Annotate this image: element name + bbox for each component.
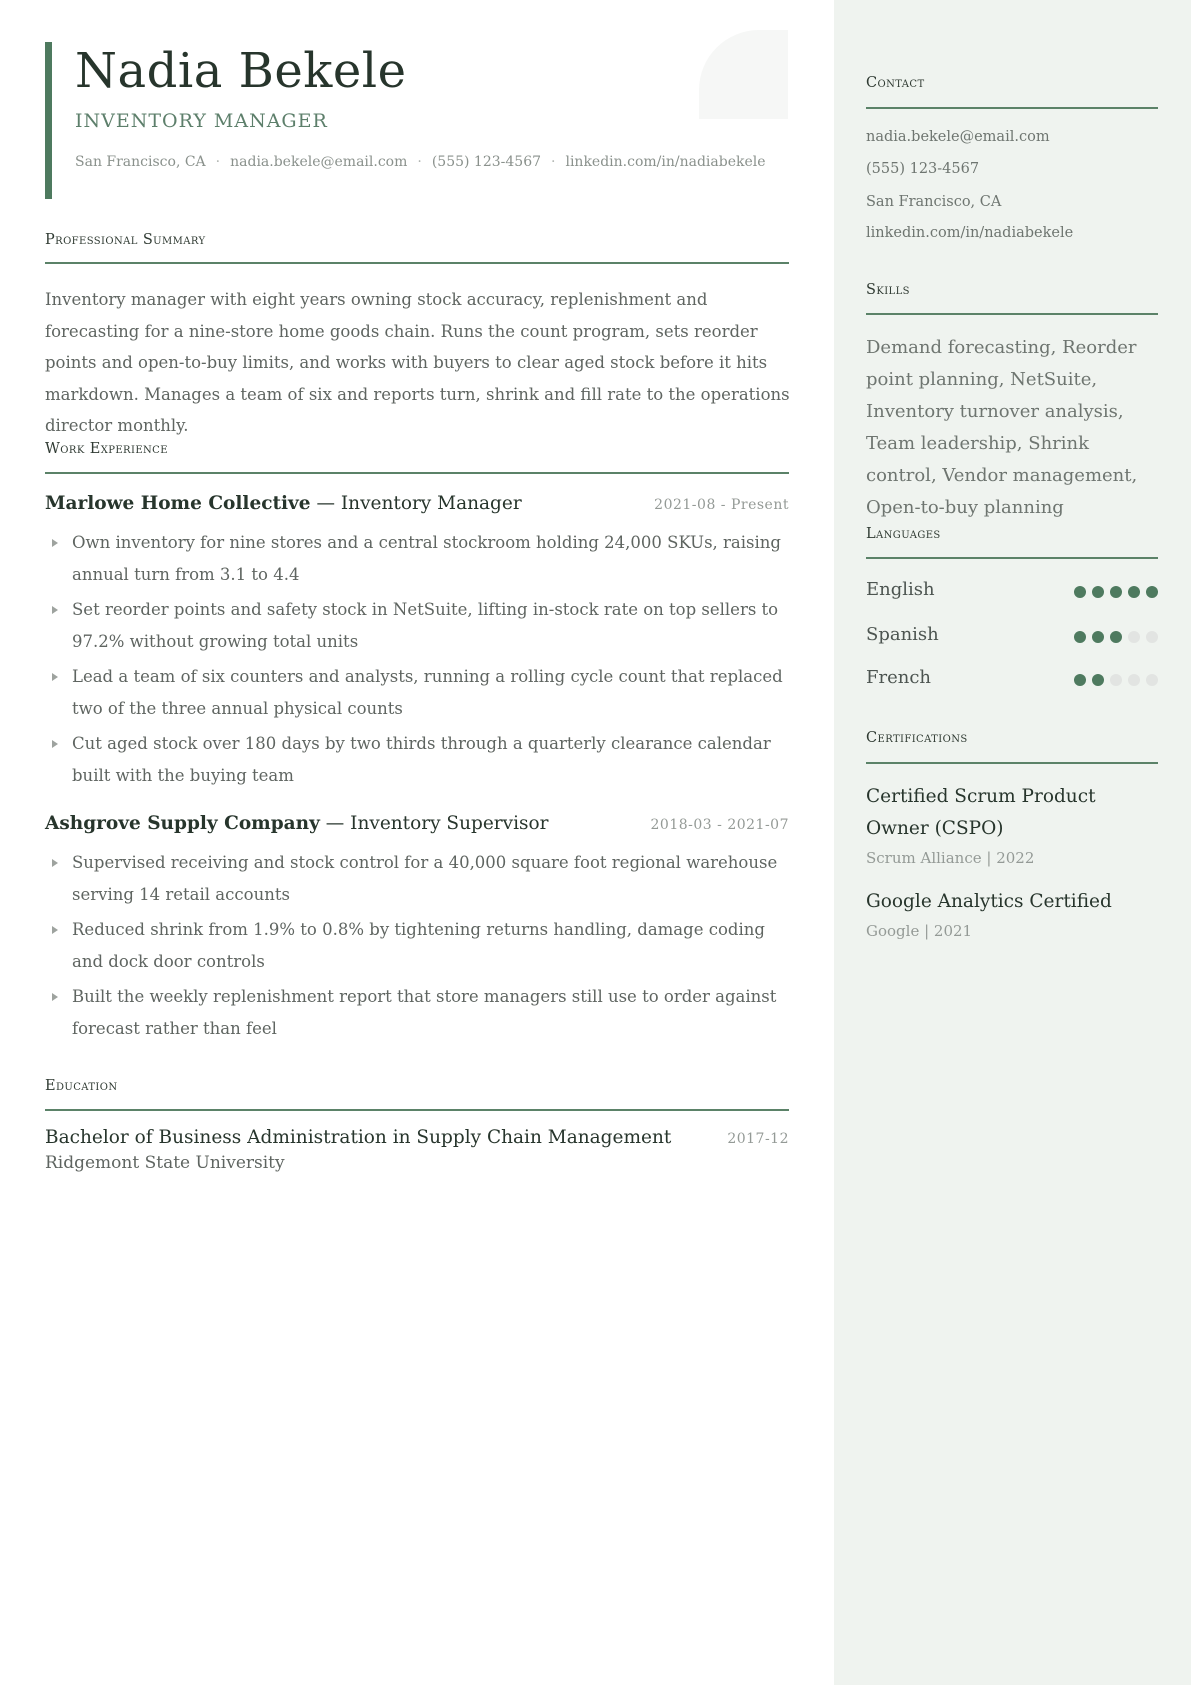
- candidate-title: INVENTORY MANAGER: [75, 110, 328, 132]
- level-dot-empty-icon: [1128, 674, 1140, 686]
- bullet-triangle-icon: [52, 539, 58, 547]
- education-entry: [45, 1127, 789, 1173]
- language-item: [866, 579, 1158, 609]
- job-title-line: Ashgrove Supply Company — Inventory Supervisor: [45, 813, 549, 834]
- job-title-line: Marlowe Home Collective — Inventory Manager: [45, 493, 522, 514]
- bullet-triangle-icon: [52, 859, 58, 867]
- separator: ·: [215, 154, 221, 170]
- experience-divider: [45, 472, 789, 474]
- header-location: San Francisco, CA: [75, 154, 206, 170]
- job-company: Ashgrove Supply Company: [45, 813, 320, 834]
- sidebar-linkedin: linkedin.com/in/nadiabekele: [866, 225, 1074, 241]
- language-name: English: [866, 579, 935, 600]
- education-degree: Bachelor of Business Administration in Supply Chain Management: [45, 1127, 672, 1148]
- education-heading: Education: [45, 1078, 118, 1094]
- language-name: Spanish: [866, 624, 939, 645]
- sidebar-skills-divider: [866, 313, 1158, 315]
- bullet-triangle-icon: [52, 673, 58, 681]
- education-school: Ridgemont State University: [45, 1153, 285, 1173]
- language-level-dots: [1074, 631, 1158, 643]
- job-bullets: [45, 527, 789, 791]
- language-level-dots: [1074, 586, 1158, 598]
- job-dates: 2018-03 - 2021-07: [650, 817, 789, 833]
- certification-item: [866, 886, 1158, 940]
- language-item: [866, 667, 1158, 697]
- list-item: [45, 728, 789, 791]
- bullet-text: Set reorder points and safety stock in NetSuite, lifting in-stock rate on top sellers to 97.2% without growing total units: [72, 600, 779, 651]
- level-dot-filled-icon: [1092, 586, 1104, 598]
- job-bullets: [45, 847, 789, 1044]
- sidebar-languages-heading: Languages: [866, 526, 941, 542]
- job-dates: 2021-08 - Present: [654, 497, 789, 513]
- job-header: [45, 493, 789, 523]
- bullet-text: Reduced shrink from 1.9% to 0.8% by tightening returns handling, damage coding and dock door controls: [72, 920, 765, 971]
- sidebar-skills-heading: Skills: [866, 282, 910, 298]
- bullet-text: Own inventory for nine stores and a central stockroom holding 24,000 SKUs, raising annual turn from 3.1 to 4.4: [72, 533, 781, 584]
- job-role: Inventory Supervisor: [350, 813, 549, 834]
- level-dot-filled-icon: [1074, 631, 1086, 643]
- level-dot-filled-icon: [1092, 674, 1104, 686]
- sidebar-email: nadia.bekele@email.com: [866, 129, 1050, 145]
- level-dot-filled-icon: [1128, 586, 1140, 598]
- summary-text: Inventory manager with eight years owning stock accuracy, replenishment and forecasting for a nine-store home goods chain. Runs the count program, sets reorder points and open-to-buy limits, and works with buyers to clear aged stock before it hits markdown. Manages a team of six and reports turn, shrink and fill rate to the operations director monthly.: [45, 290, 790, 435]
- header-email: nadia.bekele@email.com: [230, 154, 408, 170]
- job-header: [45, 813, 789, 843]
- header-phone: (555) 123-4567: [431, 154, 542, 170]
- level-dot-filled-icon: [1092, 631, 1104, 643]
- header-linkedin: linkedin.com/in/nadiabekele: [565, 154, 766, 170]
- level-dot-filled-icon: [1110, 586, 1122, 598]
- candidate-name: Nadia Bekele: [75, 43, 407, 99]
- education-divider: [45, 1109, 789, 1111]
- language-level-dots: [1074, 674, 1158, 686]
- list-item: [45, 981, 789, 1044]
- sidebar-location: San Francisco, CA: [866, 194, 1002, 210]
- level-dot-filled-icon: [1146, 586, 1158, 598]
- list-item: [45, 914, 789, 977]
- summary-divider: [45, 262, 789, 264]
- summary-heading: Professional Summary: [45, 232, 206, 248]
- level-dot-empty-icon: [1128, 631, 1140, 643]
- bullet-triangle-icon: [52, 740, 58, 748]
- bullet-triangle-icon: [52, 926, 58, 934]
- separator: ·: [551, 154, 556, 170]
- skills-text: Demand forecasting, Reorder point planning, NetSuite, Inventory turnover analysis, Team leadership, Shrink control, Vendor management, Open-to-buy planning: [866, 337, 1138, 518]
- bullet-text: Supervised receiving and stock control for a 40,000 square foot regional warehouse serving 14 retail accounts: [72, 853, 778, 904]
- sidebar-contact-heading: Contact: [866, 75, 925, 91]
- bullet-triangle-icon: [52, 606, 58, 614]
- header-contact-line: [75, 154, 766, 170]
- list-item: [45, 527, 789, 590]
- level-dot-empty-icon: [1146, 674, 1158, 686]
- sidebar-contact-divider: [866, 107, 1158, 109]
- level-dot-filled-icon: [1074, 586, 1086, 598]
- job-role: Inventory Manager: [340, 493, 522, 514]
- language-name: French: [866, 667, 932, 688]
- job-entry: [45, 813, 789, 1044]
- level-dot-filled-icon: [1110, 631, 1122, 643]
- sidebar-certifications-divider: [866, 762, 1158, 764]
- sidebar-certifications-heading: Certifications: [866, 730, 968, 746]
- certification-item: [866, 781, 1158, 867]
- certification-name: Certified Scrum Product Owner (CSPO): [866, 786, 1096, 839]
- language-item: [866, 624, 1158, 654]
- experience-heading: Work Experience: [45, 441, 168, 457]
- list-item: [45, 847, 789, 910]
- bullet-text: Built the weekly replenishment report that store managers still use to order against forecast rather than feel: [72, 987, 777, 1038]
- bullet-text: Cut aged stock over 180 days by two thirds through a quarterly clearance calendar built with the buying team: [72, 734, 771, 785]
- list-item: [45, 661, 789, 724]
- level-dot-empty-icon: [1146, 631, 1158, 643]
- separator: ·: [417, 154, 422, 170]
- certification-issuer: Scrum Alliance | 2022: [866, 849, 1035, 867]
- education-date: 2017-12: [727, 1131, 789, 1147]
- sidebar-phone: (555) 123-4567: [866, 161, 980, 177]
- certification-issuer: Google | 2021: [866, 922, 973, 940]
- sidebar-languages-divider: [866, 557, 1158, 559]
- list-item: [45, 594, 789, 657]
- bullet-text: Lead a team of six counters and analysts, running a rolling cycle count that replaced two of the three annual physical counts: [72, 667, 783, 718]
- level-dot-filled-icon: [1074, 674, 1086, 686]
- bullet-triangle-icon: [52, 993, 58, 1001]
- certification-name: Google Analytics Certified: [866, 891, 1112, 912]
- level-dot-empty-icon: [1110, 674, 1122, 686]
- job-company: Marlowe Home Collective: [45, 493, 311, 514]
- resume-header: [45, 42, 812, 199]
- job-entry: [45, 493, 789, 791]
